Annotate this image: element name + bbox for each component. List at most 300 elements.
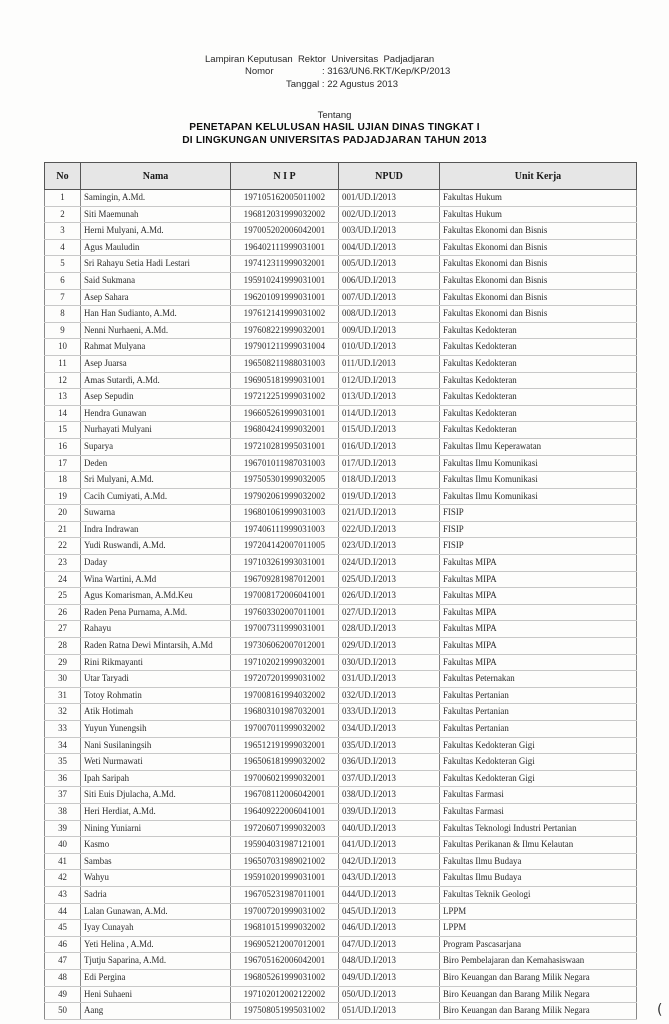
npud-number: 042/UD.I/2013 (339, 853, 440, 870)
employee-nip: 196804241999032001 (231, 422, 339, 439)
table-row (45, 936, 637, 953)
table-row (45, 903, 637, 920)
npud-number: 013/UD.I/2013 (339, 389, 440, 406)
table-row (45, 488, 637, 505)
work-unit: Fakultas Kedokteran (440, 322, 637, 339)
npud-number: 005/UD.I/2013 (339, 256, 440, 273)
row-number: 8 (45, 306, 81, 323)
table-row (45, 787, 637, 804)
row-number: 4 (45, 239, 81, 256)
table-row (45, 770, 637, 787)
employee-name: Raden Pena Purnama, A.Md. (81, 604, 231, 621)
employee-nip: 196409222006041001 (231, 803, 339, 820)
work-unit: Fakultas Hukum (440, 190, 637, 207)
npud-number: 049/UD.I/2013 (339, 969, 440, 986)
row-number: 48 (45, 969, 81, 986)
employee-nip: 197207201999031002 (231, 671, 339, 688)
employee-nip: 196810151999032002 (231, 920, 339, 937)
employee-name: Cacih Cumiyati, A.Md. (81, 488, 231, 505)
table-row (45, 455, 637, 472)
employee-nip: 195904031987121001 (231, 837, 339, 854)
work-unit: Fakultas Kedokteran (440, 422, 637, 439)
employee-nip: 197210281995031001 (231, 438, 339, 455)
employee-nip: 195910201999031001 (231, 870, 339, 887)
work-unit: Fakultas Ilmu Budaya (440, 853, 637, 870)
npud-number: 009/UD.I/2013 (339, 322, 440, 339)
work-unit: Fakultas Kedokteran (440, 389, 637, 406)
work-unit: Fakultas Peternakan (440, 671, 637, 688)
work-unit: Fakultas Kedokteran Gigi (440, 737, 637, 754)
employee-name: Said Sukmana (81, 272, 231, 289)
work-unit: Fakultas Farmasi (440, 787, 637, 804)
employee-nip: 197508051995031002 (231, 1003, 339, 1020)
npud-number: 048/UD.I/2013 (339, 953, 440, 970)
employee-name: Suwarna (81, 505, 231, 522)
work-unit: Fakultas Kedokteran Gigi (440, 770, 637, 787)
npud-number: 022/UD.I/2013 (339, 521, 440, 538)
row-number: 30 (45, 671, 81, 688)
table-row (45, 654, 637, 671)
row-number: 39 (45, 820, 81, 837)
employee-nip: 197306062007012001 (231, 638, 339, 655)
work-unit: Fakultas Perikanan & Ilmu Kelautan (440, 837, 637, 854)
work-unit: Fakultas Ilmu Budaya (440, 870, 637, 887)
table-row (45, 853, 637, 870)
npud-number: 051/UD.I/2013 (339, 1003, 440, 1020)
row-number: 16 (45, 438, 81, 455)
employee-nip: 197007311999031001 (231, 621, 339, 638)
npud-number: 036/UD.I/2013 (339, 754, 440, 771)
work-unit: Fakultas MIPA (440, 555, 637, 572)
margin-mark: ( (657, 1002, 663, 1018)
npud-number: 038/UD.I/2013 (339, 787, 440, 804)
npud-number: 039/UD.I/2013 (339, 803, 440, 820)
employee-nip: 196709281987012001 (231, 571, 339, 588)
npud-number: 010/UD.I/2013 (339, 339, 440, 356)
document-title-line-1: PENETAPAN KELULUSAN HASIL UJIAN DINAS TINGKAT I (189, 122, 480, 133)
work-unit: Fakultas Teknik Geologi (440, 886, 637, 903)
tentang-label: Tentang (317, 110, 352, 121)
work-unit: Biro Keuangan dan Barang Milik Negara (440, 1003, 637, 1020)
employee-nip: 196805261999031002 (231, 969, 339, 986)
npud-number: 019/UD.I/2013 (339, 488, 440, 505)
employee-nip: 197005202006042001 (231, 223, 339, 240)
work-unit: Fakultas Farmasi (440, 803, 637, 820)
npud-number: 001/UD.I/2013 (339, 190, 440, 207)
work-unit: FISIP (440, 521, 637, 538)
column-header-no: No (45, 163, 81, 190)
column-header-npud: NPUD (339, 163, 440, 190)
graduates-table (44, 162, 637, 1020)
row-number: 42 (45, 870, 81, 887)
table-row (45, 737, 637, 754)
employee-name: Utar Taryadi (81, 671, 231, 688)
npud-number: 045/UD.I/2013 (339, 903, 440, 920)
row-number: 23 (45, 555, 81, 572)
attachment-line: Lampiran Keputusan Rektor Universitas Padjadjaran (205, 54, 435, 65)
row-number: 5 (45, 256, 81, 273)
table-row (45, 422, 637, 439)
npud-number: 047/UD.I/2013 (339, 936, 440, 953)
npud-number: 024/UD.I/2013 (339, 555, 440, 572)
row-number: 17 (45, 455, 81, 472)
employee-name: Asep Sepudin (81, 389, 231, 406)
npud-number: 050/UD.I/2013 (339, 986, 440, 1003)
employee-nip: 196402111999031001 (231, 239, 339, 256)
employee-nip: 197007201999031002 (231, 903, 339, 920)
table-row (45, 438, 637, 455)
table-row (45, 1003, 637, 1020)
npud-number: 029/UD.I/2013 (339, 638, 440, 655)
work-unit: Fakultas Teknologi Industri Pertanian (440, 820, 637, 837)
employee-nip: 196905212007012001 (231, 936, 339, 953)
work-unit: Fakultas MIPA (440, 621, 637, 638)
column-header-nama: Nama (81, 163, 231, 190)
employee-name: Nani Susilaningsih (81, 737, 231, 754)
row-number: 2 (45, 206, 81, 223)
row-number: 25 (45, 588, 81, 605)
employee-name: Wahyu (81, 870, 231, 887)
table-row (45, 239, 637, 256)
work-unit: Fakultas MIPA (440, 638, 637, 655)
employee-nip: 196701011987031003 (231, 455, 339, 472)
row-number: 7 (45, 289, 81, 306)
work-unit: Fakultas Pertanian (440, 721, 637, 738)
npud-number: 018/UD.I/2013 (339, 472, 440, 489)
npud-number: 033/UD.I/2013 (339, 704, 440, 721)
table-row (45, 621, 637, 638)
column-header-unit-kerja: Unit Kerja (440, 163, 637, 190)
employee-name: Nining Yuniarni (81, 820, 231, 837)
npud-number: 003/UD.I/2013 (339, 223, 440, 240)
table-row (45, 555, 637, 572)
npud-number: 028/UD.I/2013 (339, 621, 440, 638)
employee-name: Yuyun Yunengsih (81, 721, 231, 738)
employee-nip: 196905181999031001 (231, 372, 339, 389)
work-unit: Fakultas Pertanian (440, 687, 637, 704)
row-number: 11 (45, 355, 81, 372)
employee-nip: 197103261993031001 (231, 555, 339, 572)
employee-name: Kasmo (81, 837, 231, 854)
row-number: 34 (45, 737, 81, 754)
work-unit: LPPM (440, 903, 637, 920)
npud-number: 044/UD.I/2013 (339, 886, 440, 903)
work-unit: Fakultas Kedokteran Gigi (440, 754, 637, 771)
employee-nip: 197008172006041001 (231, 588, 339, 605)
employee-name: Atik Hotimah (81, 704, 231, 721)
row-number: 40 (45, 837, 81, 854)
work-unit: FISIP (440, 505, 637, 522)
row-number: 46 (45, 936, 81, 953)
table-row (45, 588, 637, 605)
employee-nip: 196605261999031001 (231, 405, 339, 422)
npud-number: 017/UD.I/2013 (339, 455, 440, 472)
row-number: 32 (45, 704, 81, 721)
employee-name: Lalan Gunawan, A.Md. (81, 903, 231, 920)
row-number: 1 (45, 190, 81, 207)
employee-name: Agus Komarisman, A.Md.Keu (81, 588, 231, 605)
table-row (45, 986, 637, 1003)
row-number: 10 (45, 339, 81, 356)
table-row (45, 953, 637, 970)
work-unit: Fakultas Ekonomi dan Bisnis (440, 306, 637, 323)
npud-number: 008/UD.I/2013 (339, 306, 440, 323)
employee-nip: 196708112006042001 (231, 787, 339, 804)
npud-number: 004/UD.I/2013 (339, 239, 440, 256)
employee-nip: 196507031989021002 (231, 853, 339, 870)
employee-name: Nenni Nurhaeni, A.Md. (81, 322, 231, 339)
work-unit: Fakultas Ilmu Keperawatan (440, 438, 637, 455)
row-number: 13 (45, 389, 81, 406)
employee-name: Raden Ratna Dewi Mintarsih, A.Md (81, 638, 231, 655)
row-number: 43 (45, 886, 81, 903)
table-row (45, 638, 637, 655)
employee-name: Sri Rahayu Setia Hadi Lestari (81, 256, 231, 273)
column-header-nip: N I P (231, 163, 339, 190)
row-number: 6 (45, 272, 81, 289)
table-row (45, 571, 637, 588)
employee-name: Sambas (81, 853, 231, 870)
table-row (45, 322, 637, 339)
table-row (45, 289, 637, 306)
table-row (45, 920, 637, 937)
employee-nip: 197406111999031003 (231, 521, 339, 538)
row-number: 47 (45, 953, 81, 970)
npud-number: 041/UD.I/2013 (339, 837, 440, 854)
npud-number: 046/UD.I/2013 (339, 920, 440, 937)
row-number: 20 (45, 505, 81, 522)
table-row (45, 721, 637, 738)
employee-nip: 196803101987032001 (231, 704, 339, 721)
employee-name: Rini Rikmayanti (81, 654, 231, 671)
employee-name: Siti Maemunah (81, 206, 231, 223)
npud-number: 032/UD.I/2013 (339, 687, 440, 704)
table-row (45, 969, 637, 986)
employee-name: Yeti Helina , A.Md. (81, 936, 231, 953)
employee-nip: 197007011999032002 (231, 721, 339, 738)
table-row (45, 405, 637, 422)
row-number: 49 (45, 986, 81, 1003)
table-header-row (45, 163, 637, 190)
employee-name: Siti Euis Djulacha, A.Md. (81, 787, 231, 804)
employee-nip: 196201091999031001 (231, 289, 339, 306)
work-unit: Biro Keuangan dan Barang Milik Negara (440, 969, 637, 986)
document-title-line-2: DI LINGKUNGAN UNIVERSITAS PADJADJARAN TAHUN 2013 (182, 135, 487, 146)
employee-name: Weti Nurmawati (81, 754, 231, 771)
work-unit: Fakultas Ekonomi dan Bisnis (440, 256, 637, 273)
employee-nip: 197212251999031002 (231, 389, 339, 406)
employee-nip: 195910241999031001 (231, 272, 339, 289)
row-number: 27 (45, 621, 81, 638)
table-row (45, 803, 637, 820)
employee-name: Han Han Sudianto, A.Md. (81, 306, 231, 323)
work-unit: Fakultas MIPA (440, 604, 637, 621)
employee-nip: 197102021999032001 (231, 654, 339, 671)
npud-number: 011/UD.I/2013 (339, 355, 440, 372)
employee-nip: 197206071999032003 (231, 820, 339, 837)
table-row (45, 687, 637, 704)
employee-name: Heni Suhaeni (81, 986, 231, 1003)
employee-name: Indra Indrawan (81, 521, 231, 538)
table-row (45, 538, 637, 555)
row-number: 38 (45, 803, 81, 820)
row-number: 50 (45, 1003, 81, 1020)
work-unit: Fakultas Ilmu Komunikasi (440, 488, 637, 505)
row-number: 21 (45, 521, 81, 538)
table-row (45, 355, 637, 372)
employee-name: Totoy Rohmatin (81, 687, 231, 704)
row-number: 31 (45, 687, 81, 704)
employee-nip: 196508211988031003 (231, 355, 339, 372)
npud-number: 043/UD.I/2013 (339, 870, 440, 887)
employee-name: Rahmat Mulyana (81, 339, 231, 356)
employee-name: Aang (81, 1003, 231, 1020)
employee-nip: 197008161994032002 (231, 687, 339, 704)
employee-nip: 197412311999032001 (231, 256, 339, 273)
row-number: 33 (45, 721, 81, 738)
employee-nip: 197612141999031002 (231, 306, 339, 323)
table-body (45, 190, 637, 1020)
table-row (45, 372, 637, 389)
work-unit: Fakultas Kedokteran (440, 355, 637, 372)
table-row (45, 339, 637, 356)
npud-number: 002/UD.I/2013 (339, 206, 440, 223)
employee-nip: 197006021999032001 (231, 770, 339, 787)
employee-nip: 197102012002122002 (231, 986, 339, 1003)
employee-nip: 197204142007011005 (231, 538, 339, 555)
row-number: 28 (45, 638, 81, 655)
employee-name: Daday (81, 555, 231, 572)
table-row (45, 389, 637, 406)
employee-nip: 196801061999031003 (231, 505, 339, 522)
employee-name: Rahayu (81, 621, 231, 638)
work-unit: Biro Pembelajaran dan Kemahasiswaan (440, 953, 637, 970)
work-unit: Fakultas Ekonomi dan Bisnis (440, 289, 637, 306)
employee-name: Sri Mulyani, A.Md. (81, 472, 231, 489)
employee-name: Herni Mulyani, A.Md. (81, 223, 231, 240)
employee-name: Heri Herdiat, A.Md. (81, 803, 231, 820)
table-row (45, 870, 637, 887)
table-row (45, 837, 637, 854)
nomor-value: : 3163/UN6.RKT/Kep/KP/2013 (322, 66, 451, 77)
tanggal-line: Tanggal : 22 Agustus 2013 (286, 79, 398, 90)
row-number: 26 (45, 604, 81, 621)
employee-name: Samingin, A.Md. (81, 190, 231, 207)
employee-name: Deden (81, 455, 231, 472)
employee-name: Asep Juarsa (81, 355, 231, 372)
table-row (45, 223, 637, 240)
table-row (45, 472, 637, 489)
employee-name: Asep Sahara (81, 289, 231, 306)
employee-name: Suparya (81, 438, 231, 455)
work-unit: Biro Keuangan dan Barang Milik Negara (440, 986, 637, 1003)
npud-number: 037/UD.I/2013 (339, 770, 440, 787)
work-unit: FISIP (440, 538, 637, 555)
row-number: 29 (45, 654, 81, 671)
table-row (45, 671, 637, 688)
npud-number: 016/UD.I/2013 (339, 438, 440, 455)
employee-name: Amas Sutardi, A.Md. (81, 372, 231, 389)
employee-nip: 197105162005011002 (231, 190, 339, 207)
work-unit: Program Pascasarjana (440, 936, 637, 953)
work-unit: Fakultas MIPA (440, 571, 637, 588)
work-unit: Fakultas Ekonomi dan Bisnis (440, 223, 637, 240)
row-number: 15 (45, 422, 81, 439)
nomor-label: Nomor (245, 66, 274, 77)
npud-number: 023/UD.I/2013 (339, 538, 440, 555)
employee-nip: 197603302007011001 (231, 604, 339, 621)
employee-name: Hendra Gunawan (81, 405, 231, 422)
npud-number: 025/UD.I/2013 (339, 571, 440, 588)
npud-number: 027/UD.I/2013 (339, 604, 440, 621)
npud-number: 014/UD.I/2013 (339, 405, 440, 422)
employee-nip: 197902061999032002 (231, 488, 339, 505)
row-number: 41 (45, 853, 81, 870)
row-number: 44 (45, 903, 81, 920)
employee-name: Yudi Ruswandi, A.Md. (81, 538, 231, 555)
table-row (45, 704, 637, 721)
npud-number: 030/UD.I/2013 (339, 654, 440, 671)
work-unit: Fakultas Kedokteran (440, 339, 637, 356)
employee-name: Ipah Saripah (81, 770, 231, 787)
employee-name: Nurhayati Mulyani (81, 422, 231, 439)
row-number: 24 (45, 571, 81, 588)
row-number: 35 (45, 754, 81, 771)
table-row (45, 190, 637, 207)
table-row (45, 505, 637, 522)
npud-number: 040/UD.I/2013 (339, 820, 440, 837)
work-unit: Fakultas MIPA (440, 654, 637, 671)
employee-name: Iyay Cunayah (81, 920, 231, 937)
employee-nip: 196512191999032001 (231, 737, 339, 754)
npud-number: 021/UD.I/2013 (339, 505, 440, 522)
work-unit: Fakultas Ekonomi dan Bisnis (440, 239, 637, 256)
row-number: 45 (45, 920, 81, 937)
table-row (45, 206, 637, 223)
row-number: 36 (45, 770, 81, 787)
table-row (45, 820, 637, 837)
row-number: 37 (45, 787, 81, 804)
employee-nip: 197901211999031004 (231, 339, 339, 356)
row-number: 12 (45, 372, 81, 389)
row-number: 19 (45, 488, 81, 505)
npud-number: 007/UD.I/2013 (339, 289, 440, 306)
row-number: 14 (45, 405, 81, 422)
row-number: 3 (45, 223, 81, 240)
employee-nip: 196506181999032002 (231, 754, 339, 771)
work-unit: Fakultas Pertanian (440, 704, 637, 721)
employee-nip: 197608221999032001 (231, 322, 339, 339)
employee-nip: 196705231987011001 (231, 886, 339, 903)
table-row (45, 604, 637, 621)
npud-number: 035/UD.I/2013 (339, 737, 440, 754)
table-row (45, 886, 637, 903)
npud-number: 026/UD.I/2013 (339, 588, 440, 605)
table-row (45, 256, 637, 273)
row-number: 9 (45, 322, 81, 339)
row-number: 18 (45, 472, 81, 489)
employee-name: Wina Wartini, A.Md (81, 571, 231, 588)
npud-number: 034/UD.I/2013 (339, 721, 440, 738)
npud-number: 031/UD.I/2013 (339, 671, 440, 688)
work-unit: Fakultas Hukum (440, 206, 637, 223)
work-unit: Fakultas MIPA (440, 588, 637, 605)
employee-name: Tjutju Saparina, A.Md. (81, 953, 231, 970)
employee-name: Edi Pergina (81, 969, 231, 986)
employee-nip: 196705162006042001 (231, 953, 339, 970)
employee-name: Agus Mauludin (81, 239, 231, 256)
work-unit: Fakultas Ilmu Komunikasi (440, 455, 637, 472)
